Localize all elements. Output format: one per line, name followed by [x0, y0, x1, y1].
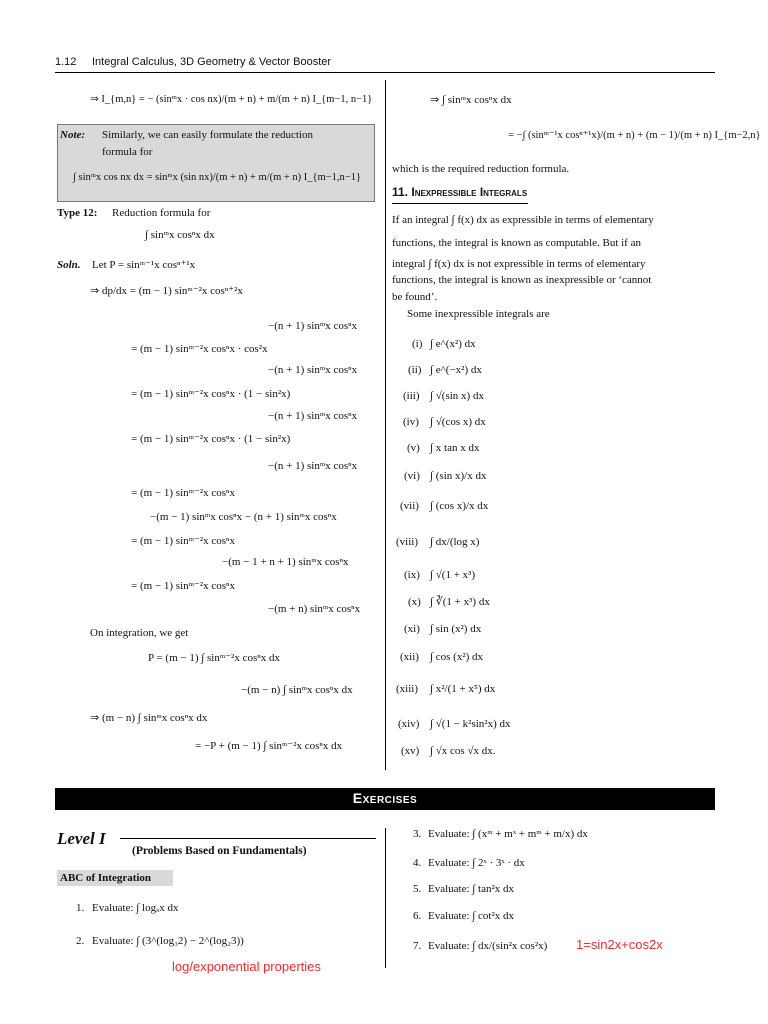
- list-item-number: (v): [407, 442, 420, 454]
- step-line: = (m − 1) sinᵐ⁻²x cosⁿx: [131, 580, 235, 592]
- page-number: 1.12: [55, 56, 77, 68]
- list-item-number: (xiv): [398, 718, 420, 730]
- list-item-number: (iii): [403, 390, 420, 402]
- step-line: = (m − 1) sinᵐ⁻²x cosⁿx · (1 − sin²x): [131, 388, 291, 400]
- list-item-number: (x): [408, 596, 421, 608]
- reduction-formula-line: ⇒ I_{m,n} = − (sinᵐx · cos nx)/(m + n) + m/(m + n) I_{m−1, n−1}: [90, 94, 373, 105]
- list-item: ∫ √(cos x) dx: [430, 416, 486, 428]
- list-item-number: (xiii): [396, 683, 418, 695]
- list-item: ∫ x tan x dx: [430, 442, 480, 454]
- exercise-number: 3.: [413, 828, 422, 840]
- header-rule: [55, 72, 715, 73]
- required-formula-text: which is the required reduction formula.: [392, 163, 570, 175]
- list-item-number: (viii): [396, 536, 418, 548]
- final-line: ⇒ (m − n) ∫ sinᵐx cosⁿx dx: [90, 712, 208, 724]
- exercise-item: Evaluate: ∫ tan²x dx: [428, 883, 515, 895]
- exercises-column-divider: [385, 828, 386, 968]
- exercise-number: 7.: [413, 940, 422, 952]
- right-top-line: ⇒ ∫ sinᵐx cosⁿx dx: [430, 94, 512, 106]
- exercise-item: Evaluate: ∫ 2ˣ · 3ˣ · dx: [428, 857, 525, 869]
- list-item-number: (i): [412, 338, 423, 350]
- solution-label: Soln.: [57, 259, 81, 271]
- paragraph-line: functions, the integral is known as inexpressible or ‘cannot: [392, 274, 652, 286]
- paragraph-line: integral ∫ f(x) dx is not expressible in terms of elementary: [392, 258, 646, 270]
- paragraph-line: If an integral ∫ f(x) dx as expressible in terms of elementary: [392, 214, 654, 226]
- step-line: = (m − 1) sinᵐ⁻²x cosⁿx: [131, 487, 235, 499]
- list-item-number: (xv): [401, 745, 420, 757]
- list-item: ∫ dx/(log x): [430, 536, 480, 548]
- list-item: ∫ e^(−x²) dx: [430, 364, 482, 376]
- type-label: Type 12:: [57, 207, 98, 219]
- list-item-number: (ix): [404, 569, 420, 581]
- list-item-number: (iv): [403, 416, 419, 428]
- list-item-number: (vii): [400, 500, 419, 512]
- exercise-item: Evaluate: ∫ dx/(sin²x cos²x): [428, 940, 548, 952]
- list-item: ∫ ∛(1 + x³) dx: [430, 596, 490, 608]
- list-item: ∫ x²/(1 + x⁵) dx: [430, 683, 496, 695]
- handwritten-annotation: 1=sin2x+cos2x: [576, 937, 663, 952]
- list-item: ∫ sin (x²) dx: [430, 623, 482, 635]
- list-item: ∫ e^(x²) dx: [430, 338, 476, 350]
- exercise-number: 6.: [413, 910, 422, 922]
- note-label: Note:: [60, 129, 86, 141]
- step-line: −(n + 1) sinᵐx cosⁿx: [268, 320, 358, 332]
- step-line: = (m − 1) sinᵐ⁻²x cosⁿx: [131, 535, 235, 547]
- note-text-1: Similarly, we can easily formulate the reduction: [102, 129, 313, 141]
- note-formula: ∫ sinᵐx cos nx dx = sinᵐx (sin nx)/(m + n) + m/(m + n) I_{m−1,n−1}: [73, 172, 361, 183]
- list-item: ∫ cos (x²) dx: [430, 651, 484, 663]
- exercise-item: Evaluate: ∫ cot²x dx: [428, 910, 515, 922]
- note-text-2: formula for: [102, 146, 153, 158]
- final-line: P = (m − 1) ∫ sinᵐ⁻²x cosⁿx dx: [148, 652, 280, 664]
- step-line: −(n + 1) sinᵐx cosⁿx: [268, 460, 358, 472]
- list-item-number: (ii): [408, 364, 422, 376]
- exercise-item: Evaluate: ∫ logₓx dx: [92, 902, 179, 914]
- exercise-item: Evaluate: ∫ (xᵐ + mˣ + mᵐ + m/x) dx: [428, 828, 588, 840]
- list-item: ∫ √x cos √x dx.: [430, 745, 496, 757]
- step-line: −(m − 1) sinᵐx cosⁿx − (n + 1) sinᵐx cosⁿx: [150, 511, 337, 523]
- type-text: Reduction formula for: [112, 207, 211, 219]
- step-line: −(n + 1) sinᵐx cosⁿx: [268, 364, 358, 376]
- section-heading-underline: [392, 203, 528, 204]
- level-title: Level I: [57, 829, 106, 848]
- exercises-title: Exercises: [352, 790, 418, 806]
- section-heading: 11. Inexpressible Integrals: [392, 185, 528, 199]
- paragraph-line: functions, the integral is known as computable. But if an: [392, 237, 641, 249]
- step-line: = (m − 1) sinᵐ⁻²x cosⁿx · cos²x: [131, 343, 268, 355]
- list-item: ∫ (cos x)/x dx: [430, 500, 489, 512]
- level-rule: [120, 838, 376, 839]
- book-title: Integral Calculus, 3D Geometry & Vector Booster: [92, 56, 332, 68]
- on-integration-text: On integration, we get: [90, 627, 189, 639]
- handwritten-annotation: log/exponential properties: [172, 959, 321, 974]
- list-item-number: (xi): [404, 623, 420, 635]
- type-formula: ∫ sinᵐx cosⁿx dx: [145, 229, 215, 241]
- solution-text: Let P = sinᵐ⁻¹x cosⁿ⁺¹x: [92, 259, 196, 271]
- list-item-number: (xii): [400, 651, 419, 663]
- step-line: −(m + n) sinᵐx cosⁿx: [268, 603, 361, 615]
- list-item: ∫ (sin x)/x dx: [430, 470, 487, 482]
- right-top-formula: = −∫ (sinᵐ⁻¹x cosⁿ⁺¹x)/(m + n) + (m − 1)/(m + n) I_{m−2,n}: [508, 130, 761, 141]
- exercise-number: 4.: [413, 857, 422, 869]
- paragraph-line: be found’.: [392, 291, 438, 303]
- subsection-title: ABC of Integration: [60, 872, 152, 884]
- step-line: −(n + 1) sinᵐx cosⁿx: [268, 410, 358, 422]
- exercise-number: 5.: [413, 883, 422, 895]
- level-subtitle: (Problems Based on Fundamentals): [132, 845, 307, 857]
- final-line: −(m − n) ∫ sinᵐx cosⁿx dx: [241, 684, 353, 696]
- list-item-number: (vi): [404, 470, 420, 482]
- list-item: ∫ √(1 + x³): [430, 569, 476, 581]
- exercise-item: Evaluate: ∫ (3^(log₃2) − 2^(log₂3)): [92, 935, 244, 947]
- step-line: −(m − 1 + n + 1) sinᵐx cosⁿx: [222, 556, 349, 568]
- final-line: = −P + (m − 1) ∫ sinᵐ⁻²x cosⁿx dx: [195, 740, 343, 752]
- list-item: ∫ √(sin x) dx: [430, 390, 484, 402]
- intro-list-text: Some inexpressible integrals are: [407, 308, 550, 320]
- exercise-number: 1.: [76, 902, 85, 914]
- step-line: = (m − 1) sinᵐ⁻²x cosⁿx · (1 − sin²x): [131, 433, 291, 445]
- exercise-number: 2.: [76, 935, 85, 947]
- column-divider: [385, 80, 386, 770]
- step-line: ⇒ dp/dx = (m − 1) sinᵐ⁻²x cosⁿ⁺²x: [90, 285, 243, 297]
- list-item: ∫ √(1 − k²sin²x) dx: [430, 718, 511, 730]
